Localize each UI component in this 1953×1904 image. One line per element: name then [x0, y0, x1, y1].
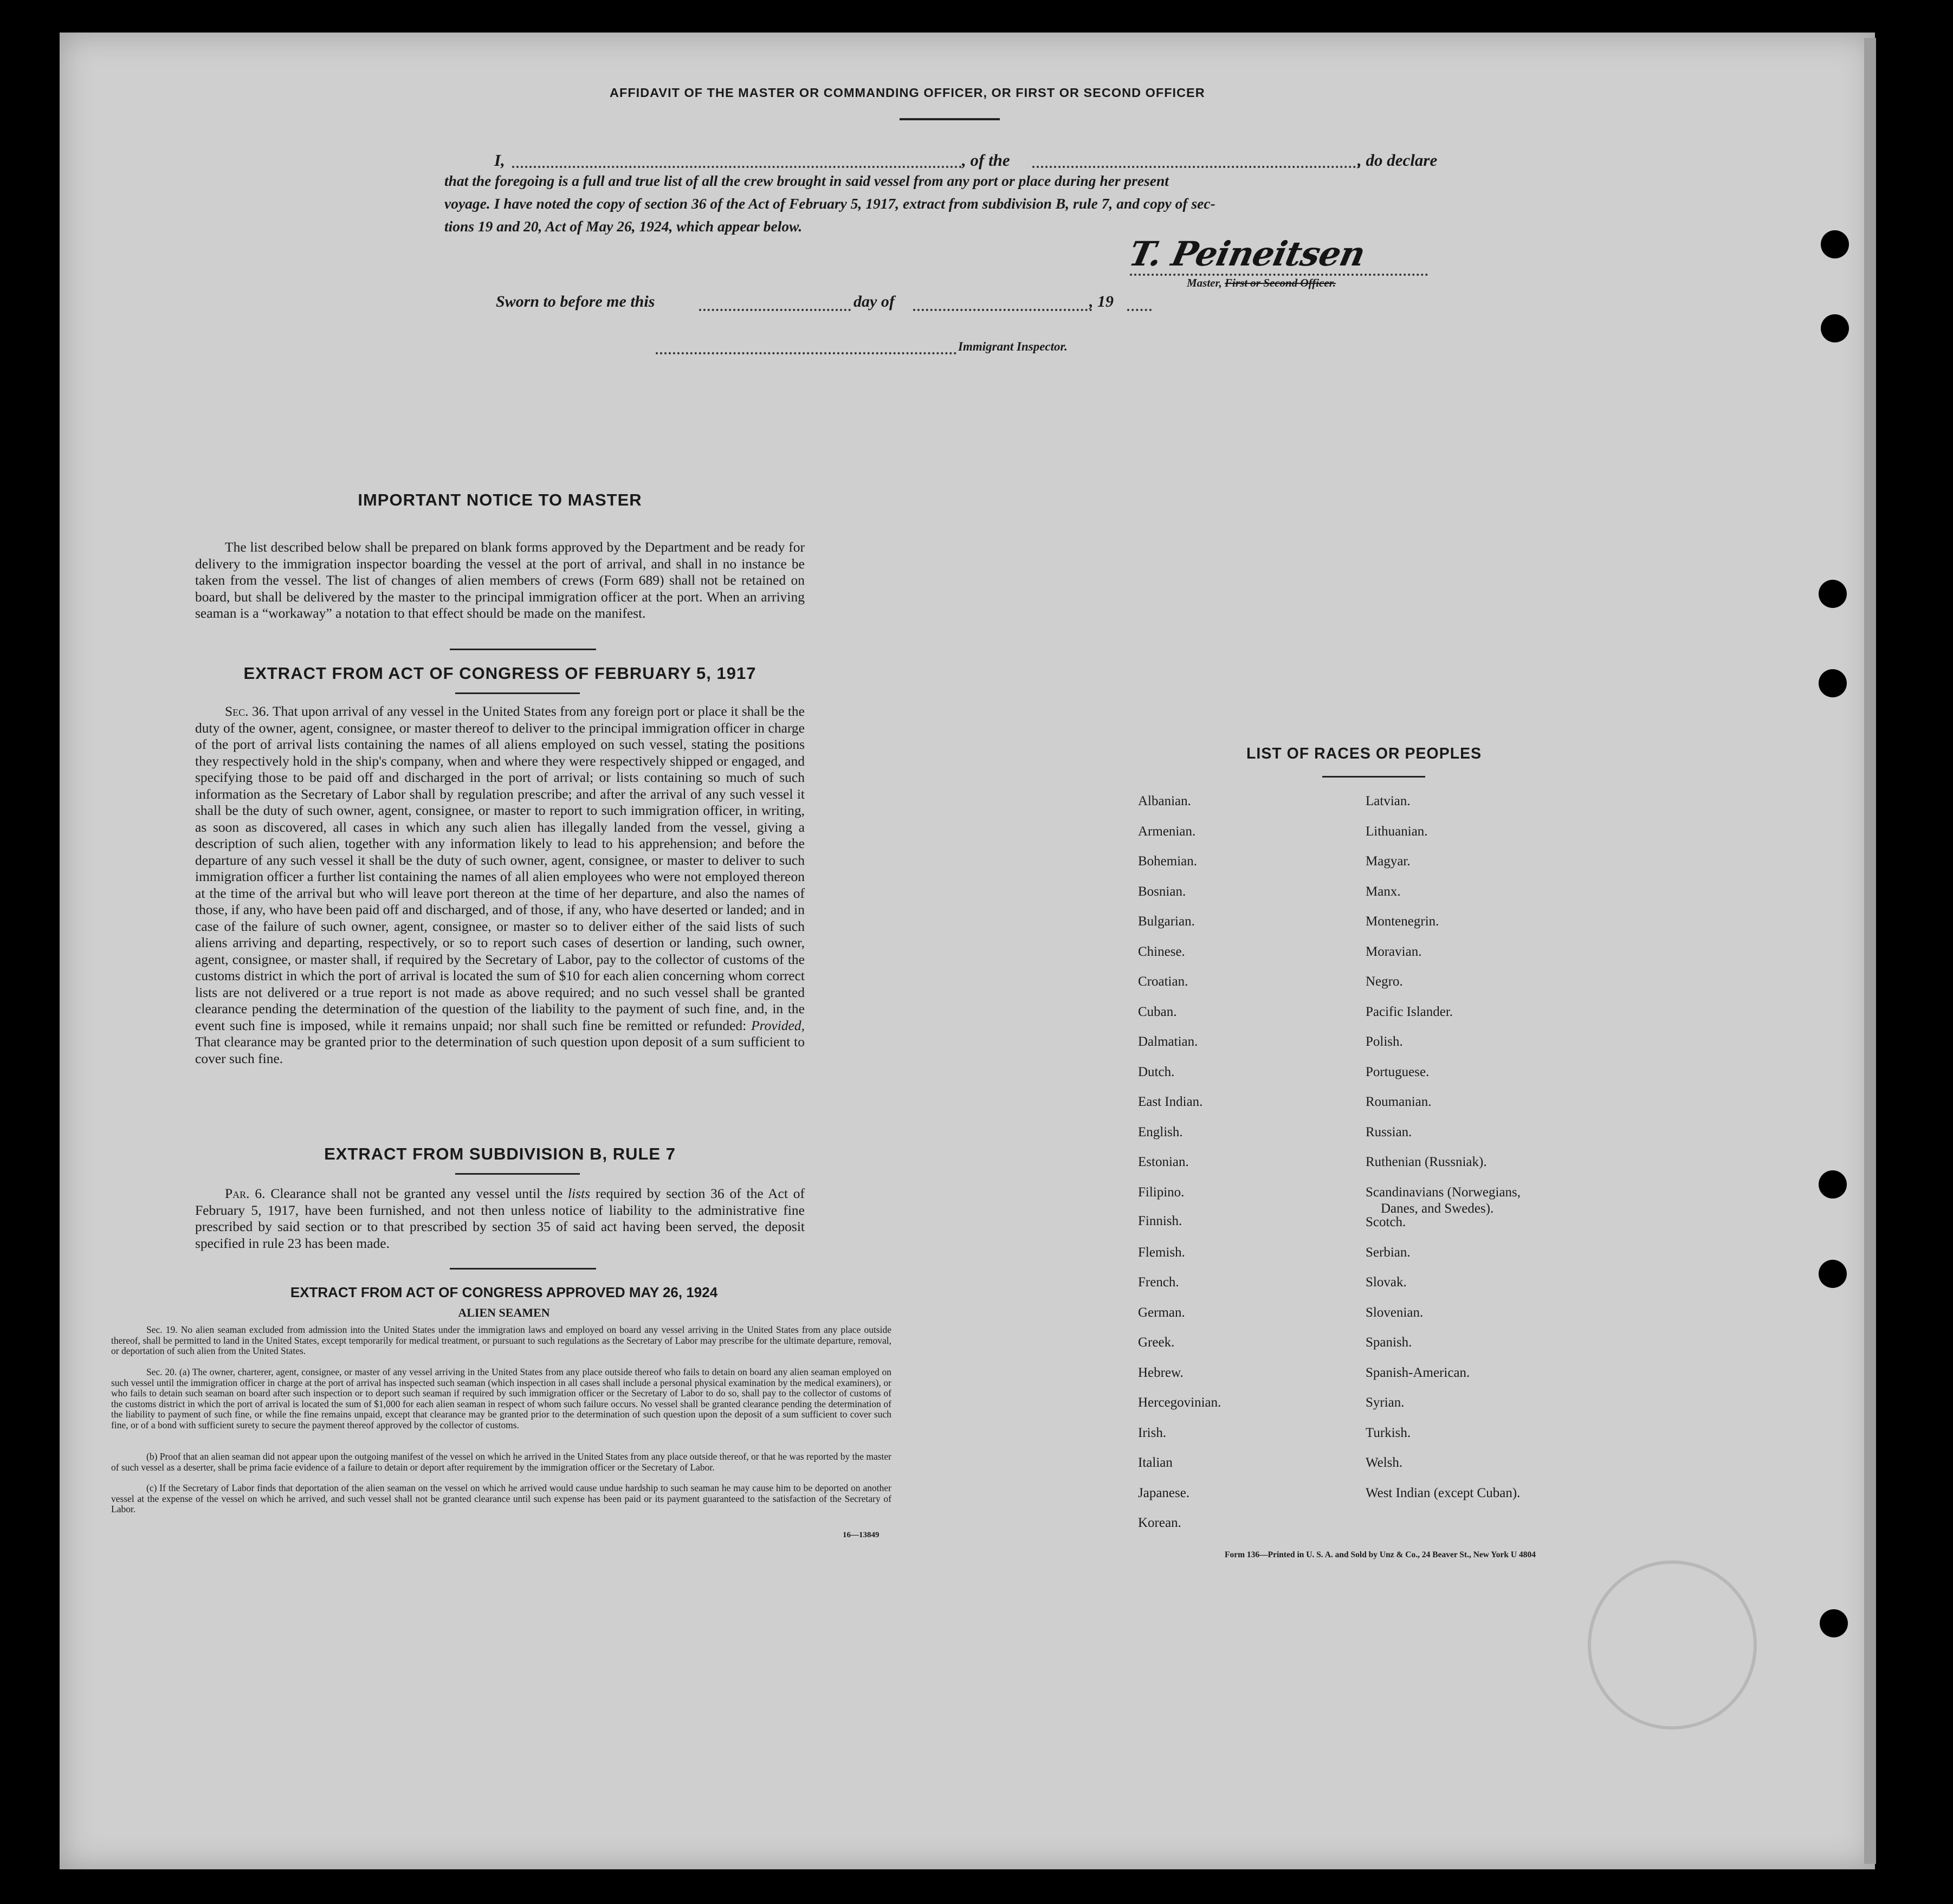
- notice-text: The list described below shall be prepared on blank forms approved by the Department and be ready for delivery to the immigration inspector boarding the vessel at the port of arrival, and shall in no instance be taken from the vessel. The list of changes of alien members of crews (Form 689) shall not be retained on board, but shall be delivered by the master to the principal immigration officer at the port. When an arriving seaman is a “workaway” a notation to that effect should be made on the manifest.: [195, 539, 805, 621]
- section-36-body: That upon arrival of any vessel in the United States from any foreign port or place it shall be the duty of the owner, agent, consignee, or master thereof to deliver to the principal immigration officer in charge of the port of arrival lists containing the names of all aliens employed on such vessel, stating the positions they respectively hold in the ship's company, when and where they were respectively shipped or engaged, and specifying those to be paid off and discharged in the port of arrival; or lists containing so much of such information as the Secretary of Labor shall by regulation prescribe; and after the arrival of any such vessel it shall be the duty of such owner, agent, consignee, or master to report to such immigration officer, in writing, as soon as discovered, all cases in which any such alien has illegally landed from the vessel, giving a description of such alien, together with any information likely to lead to his apprehension; and before the departure of any such vessel it shall be the duty of such owner, agent, consignee, or master to deliver to such immigration officer a further list containing the names of all alien employees who were not employed thereon at the time of the arrival but who will leave port thereon at the time of her departure, and also the names of those, if any, who have been paid off and discharged, and of those, if any, who have deserted or landed; and in case of the failure of such owner, agent, consignee, or master so to deliver either of the said lists of such aliens arriving and departing, respectively, or so to report such cases of desertion or landing, such owner, agent, consignee, or master shall, if required by the Secretary of Labor, pay to the collector of customs of the customs district in which the port of arrival is located the sum of $10 for each alien concerning whom correct lists are not delivered or a true report is not made as above required; and no such vessel shall be granted clearance pending the determination of the question of the liability to the payment of such fine, and, in the event such fine is imposed, while it remains unpaid; nor shall such fine be remitted or refunded:: [195, 703, 805, 1033]
- sworn-year-blank[interactable]: [1127, 309, 1152, 311]
- race-item: Polish.: [1366, 1034, 1403, 1049]
- race-item: English.: [1138, 1124, 1183, 1139]
- binder-hole: [1821, 314, 1849, 342]
- extract-1917-title: EXTRACT FROM ACT OF CONGRESS OF FEBRUARY 5, 1917: [243, 664, 756, 683]
- notice-title: IMPORTANT NOTICE TO MASTER: [358, 490, 642, 509]
- race-item: Montenegrin.: [1366, 914, 1439, 929]
- affidavit-i: I,: [494, 151, 505, 170]
- affidavit-line-3: voyage. I have noted the copy of section 36 of the Act of February 5, 1917, extract from subdivision B, rule 7, and copy of sec-: [444, 195, 1215, 212]
- race-item: Magyar.: [1366, 854, 1411, 869]
- race-item: German.: [1138, 1305, 1185, 1320]
- sworn-month-blank[interactable]: [913, 309, 1092, 311]
- section-36-label: Sec. 36.: [225, 703, 269, 719]
- race-item: Portuguese.: [1366, 1064, 1430, 1079]
- race-item: Albanian.: [1138, 794, 1191, 808]
- race-item: Scotch.: [1366, 1215, 1406, 1229]
- extract-rule7-text: [195, 1186, 805, 1252]
- affidavit-line-4: tions 19 and 20, Act of May 26, 1924, which appear below.: [444, 218, 803, 235]
- race-item: Serbian.: [1366, 1245, 1411, 1260]
- affidavit-title: AFFIDAVIT OF THE MASTER OR COMMANDING OFFICER, OR FIRST OR SECOND OFFICER: [610, 86, 1205, 100]
- race-item: Hercegovinian.: [1138, 1395, 1221, 1410]
- par-6-text-a: Clearance shall not be granted any vessel until the: [270, 1186, 563, 1201]
- sworn-day-of: day of: [853, 293, 895, 310]
- race-item: Russian.: [1366, 1124, 1412, 1139]
- extract-1917-text: [195, 703, 805, 1067]
- race-item: Lithuanian.: [1366, 824, 1428, 839]
- race-item: Finnish.: [1138, 1214, 1182, 1228]
- name-blank[interactable]: [512, 166, 962, 168]
- race-item: Manx.: [1366, 884, 1401, 899]
- form-footer: Form 136—Printed in U. S. A. and Sold by Unz & Co., 24 Beaver St., New York U 4804: [1225, 1550, 1536, 1559]
- section-20a-text: Sec. 20. (a) The owner, charterer, agent, consignee, or master of any vessel arriving in the United States from any place outside thereof who fails to detain on board any alien seaman employed on such vessel until the immigration officer in charge at the port of arrival has inspected such seaman (which inspection in all cases shall include a personal physical examination by the medical examiners), or who fails to detain such seaman on board after such inspection or to deport such seaman if required by such immigration officer or the Secretary of Labor to do so, shall pay to the collector of customs of the customs district in which the port of arrival is located the sum of $1,000 for each alien seaman in respect of whom such failure occurs. No vessel shall be granted clearance pending the determination of the liability to payment of such fine, or while the fine remains unpaid, except that clearance may be granted prior to the determination of such question upon the deposit of a sum sufficient to cover such fine, or of a bond with sufficient surety to secure the payment thereof approved by the collector of customs.: [111, 1367, 891, 1430]
- binder-hole: [1819, 669, 1847, 697]
- race-item: French.: [1138, 1275, 1179, 1290]
- divider: [455, 1173, 580, 1175]
- race-item: Dutch.: [1138, 1064, 1175, 1079]
- embossed-seal: [1588, 1560, 1757, 1730]
- lists-word: lists: [568, 1186, 591, 1201]
- race-item: West Indian (except Cuban).: [1366, 1485, 1521, 1500]
- binder-hole: [1819, 1170, 1847, 1199]
- race-item: Spanish-American.: [1366, 1365, 1470, 1380]
- race-item: Scandinavians (Norwegians,: [1366, 1184, 1521, 1200]
- divider: [1322, 776, 1425, 778]
- proviso-word: Provided,: [751, 1017, 805, 1033]
- race-item: Estonian.: [1138, 1155, 1189, 1169]
- race-item: Slovenian.: [1366, 1305, 1424, 1320]
- race-item: Latvian.: [1366, 794, 1411, 808]
- binder-hole: [1819, 580, 1847, 608]
- caption-struck-officer: First or Second Officer.: [1225, 276, 1336, 289]
- par-6-text-b: required by section 36 of the Act of February 5, 1917, have been furnished, and not then unless notice of liability to the administrative fine prescribed by said section or to that prescribed by section 35 of said act having been served, the deposit specified in rule 23 has been made.: [195, 1186, 805, 1251]
- race-item: Italian: [1138, 1455, 1173, 1470]
- sworn-day-blank[interactable]: [699, 309, 851, 311]
- affidavit-line-2: that the foregoing is a full and true list of all the crew brought in said vessel from any port or place during her present: [444, 172, 1169, 189]
- proviso-text: That clearance may be granted prior to the determination of such question upon deposit of a sum sufficient to cover such fine.: [195, 1034, 805, 1066]
- race-item: Japanese.: [1138, 1485, 1190, 1500]
- race-item: Hebrew.: [1138, 1365, 1184, 1380]
- par-6-label: Par. 6.: [225, 1186, 266, 1201]
- race-item: Welsh.: [1366, 1455, 1403, 1470]
- sworn-text: Sworn to before me this: [496, 293, 655, 310]
- race-item: Greek.: [1138, 1335, 1175, 1350]
- caption-master: Master,: [1187, 276, 1222, 289]
- signature-caption: [1187, 276, 1336, 290]
- race-item: Croatian.: [1138, 974, 1188, 989]
- signature-line: [1130, 274, 1428, 276]
- extract-rule7-title: EXTRACT FROM SUBDIVISION B, RULE 7: [324, 1144, 676, 1163]
- race-item: Syrian.: [1366, 1395, 1405, 1410]
- inspector-label: Immigrant Inspector.: [958, 340, 1068, 353]
- vessel-blank[interactable]: [1032, 166, 1360, 168]
- affidavit-declare: , do declare: [1357, 151, 1438, 170]
- binder-hole: [1820, 1609, 1848, 1637]
- race-item: Chinese.: [1138, 944, 1185, 959]
- master-signature: T. Peineitsen: [1126, 234, 1369, 274]
- race-item: Spanish.: [1366, 1335, 1412, 1350]
- race-item: Filipino.: [1138, 1184, 1185, 1200]
- race-item: Cuban.: [1138, 1004, 1177, 1019]
- race-item: East Indian.: [1138, 1095, 1203, 1109]
- section-20b-text: (b) Proof that an alien seaman did not appear upon the outgoing manifest of the vessel on which he arrived in the United States from any place outside thereof, or that he was reported by the master of such vessel as a deserter, shall be prima facie evidence of a failure to detain or deport after requirement by the immigration officer or the Secretary of Labor.: [111, 1451, 891, 1473]
- race-item: Slovak.: [1366, 1275, 1407, 1290]
- race-item: Danes, and Swedes).: [1381, 1201, 1494, 1216]
- binder-hole: [1821, 230, 1849, 258]
- extract-1924-subtitle: ALIEN SEAMEN: [458, 1306, 550, 1319]
- print-code: 16—13849: [843, 1531, 880, 1539]
- divider: [450, 1268, 596, 1270]
- race-item: Roumanian.: [1366, 1095, 1432, 1109]
- race-item: Bulgarian.: [1138, 914, 1195, 929]
- divider: [900, 118, 1000, 120]
- race-item: Dalmatian.: [1138, 1034, 1198, 1049]
- section-19-text: Sec. 19. No alien seaman excluded from admission into the United States under the immigration laws and employed on board any vessel arriving in the United States from any place outside thereof, shall be permitted to land in the United States, except temporarily for medical treatment, or pursuant to such regulations as the Secretary of Labor may prescribe for the ultimate departure, removal, or deportation of such alien from the United States.: [111, 1324, 891, 1356]
- race-item: Turkish.: [1366, 1425, 1411, 1440]
- race-item: Moravian.: [1366, 944, 1422, 959]
- inspector-blank[interactable]: [656, 352, 956, 354]
- extract-1924-title: EXTRACT FROM ACT OF CONGRESS APPROVED MAY 26, 1924: [290, 1284, 718, 1300]
- paper-edge: [1864, 38, 1876, 1864]
- race-item: Flemish.: [1138, 1245, 1185, 1260]
- binder-hole: [1819, 1260, 1847, 1288]
- divider: [455, 692, 580, 694]
- affidavit-of-the: , of the: [962, 151, 1010, 170]
- race-item: Irish.: [1138, 1425, 1167, 1440]
- race-item: Korean.: [1138, 1516, 1181, 1530]
- race-item: Negro.: [1366, 974, 1403, 989]
- race-item: Bosnian.: [1138, 884, 1186, 899]
- races-title: LIST OF RACES OR PEOPLES: [1246, 745, 1482, 762]
- race-item: Ruthenian (Russniak).: [1366, 1155, 1487, 1169]
- race-item: Pacific Islander.: [1366, 1004, 1453, 1019]
- race-item: Armenian.: [1138, 824, 1196, 839]
- sworn-year: , 19: [1089, 293, 1114, 310]
- divider: [450, 649, 596, 650]
- section-20c-text: (c) If the Secretary of Labor finds that deportation of the alien seaman on the vessel on which he arrived would cause undue hardship to such seaman he may cause him to be deported on another vessel at the expense of the vessel on which he arrived, and such vessel shall not be granted clearance until such expense has been paid or its payment guaranteed to the satisfaction of the Secretary of Labor.: [111, 1482, 891, 1514]
- race-item: Bohemian.: [1138, 854, 1198, 869]
